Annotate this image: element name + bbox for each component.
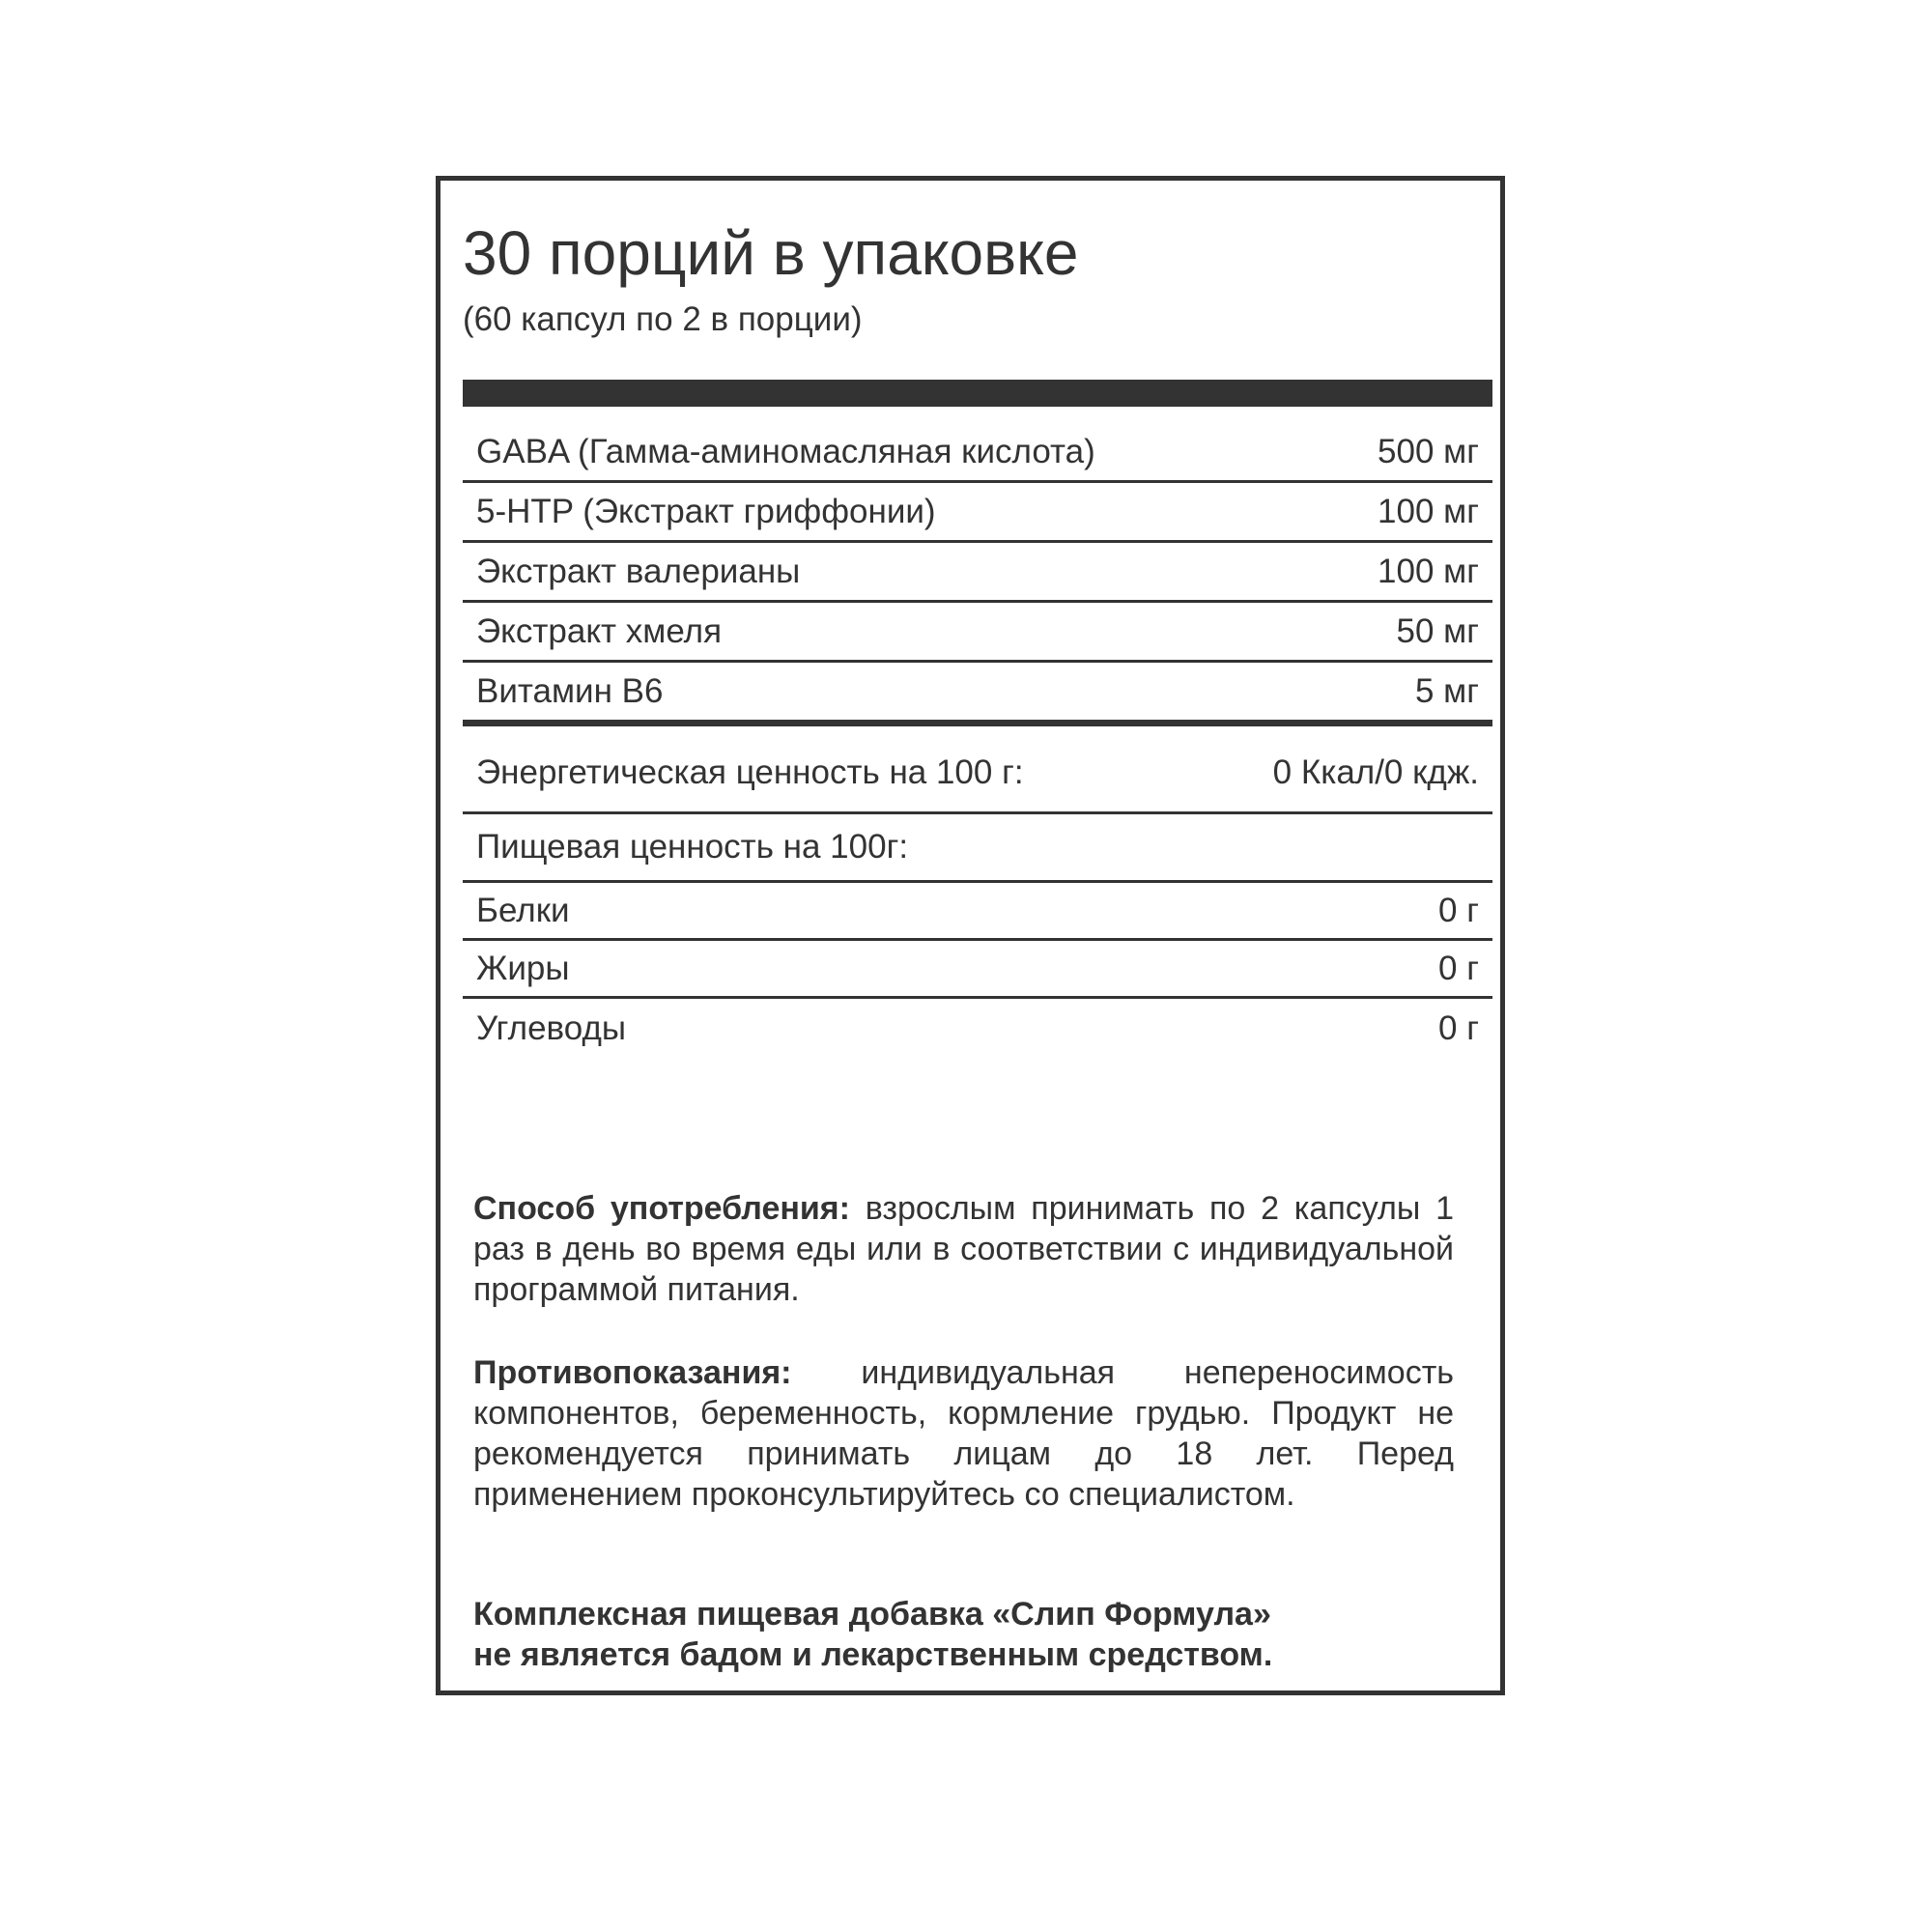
ingredient-row [463,603,1492,663]
energy-value: 0 Ккал/0 кдж. [1272,753,1479,791]
energy-label: Энергетическая ценность на 100 г: [476,753,1024,791]
nutrition-heading-row [463,814,1492,883]
ingredient-amount: 100 мг [1378,492,1479,530]
contraindications-paragraph [473,1352,1454,1515]
nutrition-table [463,734,1492,1059]
usage-label: Способ употребления: [473,1190,850,1227]
servings-subtitle: (60 капсул по 2 в порции) [463,300,863,338]
ingredient-row [463,423,1492,483]
header-divider [463,380,1492,407]
disclaimer [473,1594,1272,1675]
ingredient-name: Витамин B6 [476,671,664,710]
ingredient-name: Экстракт валерианы [476,552,801,590]
ingredient-amount: 5 мг [1414,671,1479,710]
ingredient-name: GABA (Гамма-аминомасляная кислота) [476,432,1095,470]
disclaimer-line-2: не является бадом и лекарственным средством. [473,1636,1273,1673]
energy-row [463,734,1492,814]
nutrition-row [463,883,1492,941]
ingredients-table [463,423,1492,726]
ingredient-row [463,543,1492,603]
contraindications-text: индивидуальная непереносимость компонентов, беременность, кормление грудью. Продукт не рекомендуется принимать лицам до 18 лет. Перед применением проконсультируйтесь со специалистом. [473,1354,1454,1513]
nutrient-name: Жиры [476,949,570,987]
disclaimer-line-1: Комплексная пищевая добавка «Слип Формула» [473,1596,1271,1633]
ingredient-name: Экстракт хмеля [476,611,723,650]
nutrition-row [463,999,1492,1059]
servings-title: 30 порций в упаковке [463,218,1079,288]
nutrient-name: Углеводы [476,1009,627,1047]
label-panel [436,176,1505,1695]
nutrition-heading: Пищевая ценность на 100г: [476,828,909,866]
nutrient-value: 0 г [1438,1009,1479,1047]
usage-text: взрослым принимать по 2 капсулы 1 раз в день во время еды или в соответствии с индивидуальной программой питания. [473,1190,1454,1308]
ingredient-row [463,483,1492,543]
nutrient-value: 0 г [1438,891,1479,929]
ingredient-amount: 500 мг [1378,432,1479,470]
ingredient-name: 5-HTP (Экстракт гриффонии) [476,492,936,530]
nutrient-value: 0 г [1438,949,1479,987]
ingredient-row [463,663,1492,726]
ingredient-amount: 100 мг [1378,552,1479,590]
nutrition-row [463,941,1492,999]
contraindications-label: Противопоказания: [473,1354,792,1391]
usage-paragraph [473,1188,1454,1310]
nutrient-name: Белки [476,891,570,929]
ingredient-amount: 50 мг [1396,611,1479,650]
